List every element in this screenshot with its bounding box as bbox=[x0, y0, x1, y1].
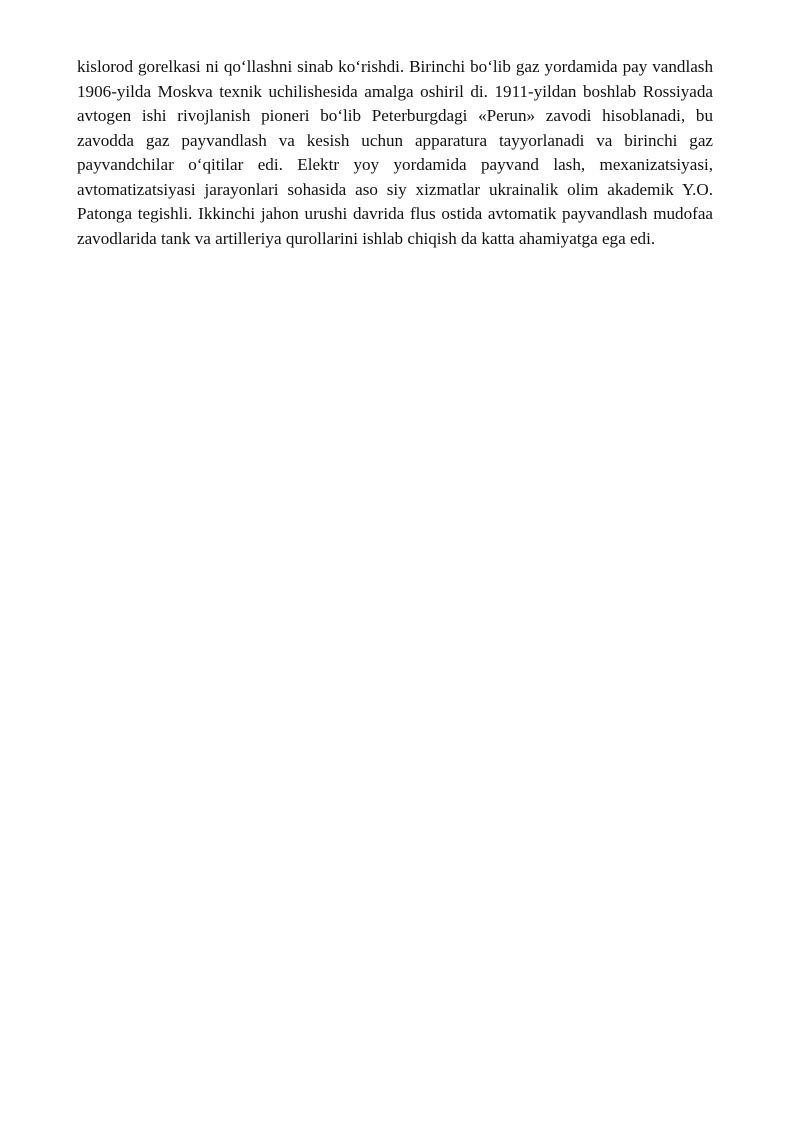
body-paragraph: kislorod gorelkasi ni qo‘llashni sinab ko‘rishdi. Birinchi bo‘lib gaz yordamida pay vandlash 1906-yilda Moskva texnik uchilishesida amalga oshiril di. 1911-yildan boshlab Rossiyada avtogen ishi rivojlanish pioneri bo‘lib Peterburgdagi «Perun» zavodi hisoblanadi, bu zavodda gaz payvandlash va kesish uchun apparatura tayyorlanadi va birinchi gaz payvandchilar o‘qitilar edi. Elektr yoy yordamida payvand lash, mexanizatsiyasi, avtomatizatsiyasi jarayonlari sohasida aso siy xizmatlar ukrainalik olim akademik Y.O. Patonga tegishli. Ikkinchi jahon urushi davrida flus ostida avtomatik payvandlash mudofaa zavodlarida tank va artilleriya qurollarini ishlab chiqish da katta ahamiyatga ega edi. bbox=[77, 57, 713, 248]
